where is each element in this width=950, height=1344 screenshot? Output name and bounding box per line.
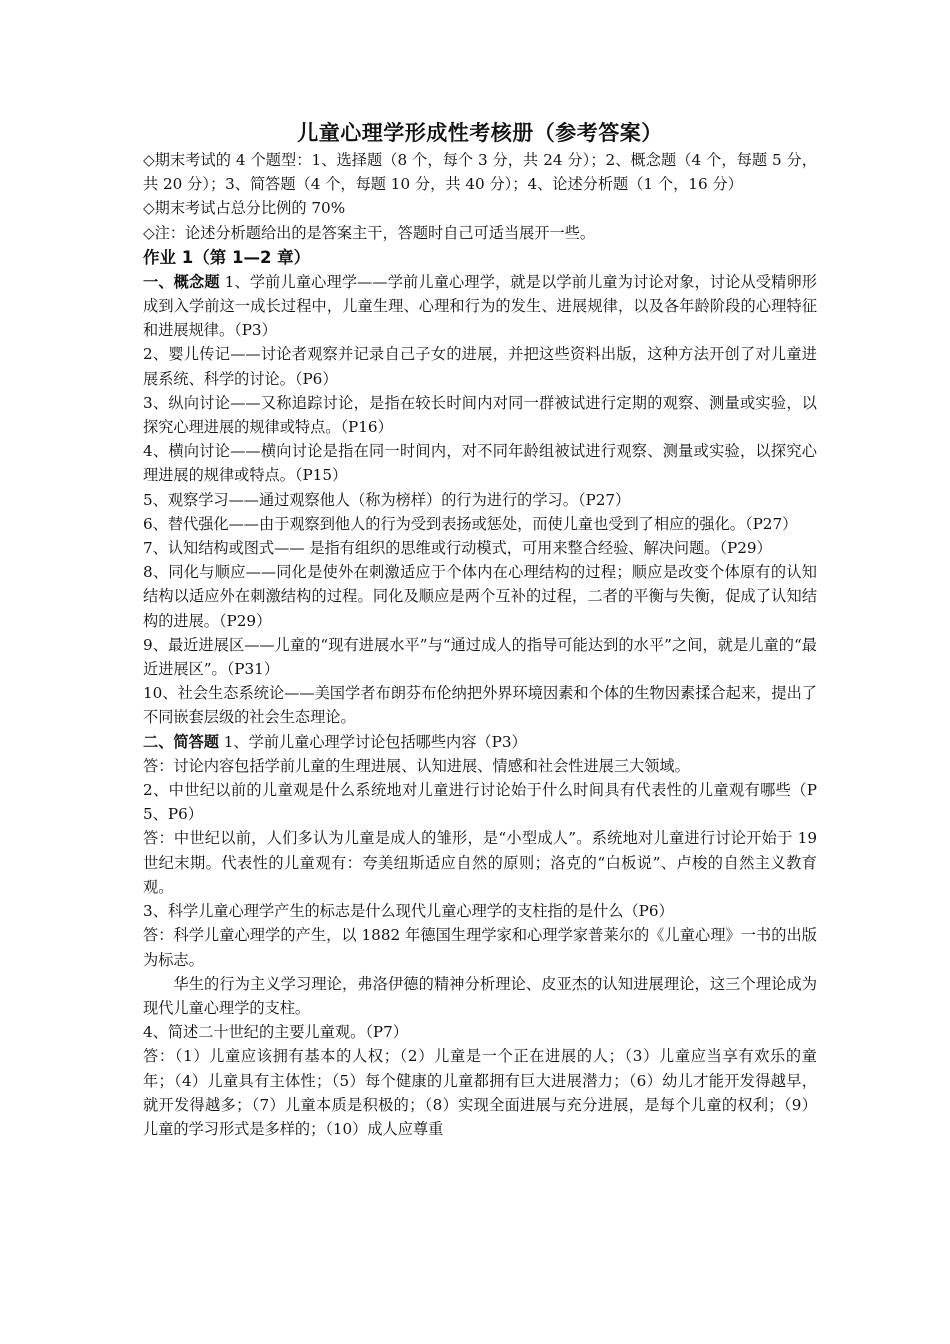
concept-item: 5、观察学习——通过观察他人（称为榜样）的行为进行的学习。（P27） [143,490,631,509]
concept-item [143,270,817,343]
concept-item: 10、社会生态系统论——美国学者布朗芬布伦纳把外界环境因素和个体的生物因素揉合起来，提出了不同嵌套层级的社会生态理论。 [143,684,817,727]
concept-item: 4、横向讨论——横向讨论是指在同一时间内，对不同年龄组被试进行观察、测量或实验，以探究心理进展的规律或特点。（P15） [143,442,817,485]
short-answer: 答：（1）儿童应该拥有基本的人权；（2）儿童是一个正在进展的人；（3）儿童应当享有欢乐的童年；（4）儿童具有主体性；（5）每个健康的儿童都拥有巨大进展潜力；（6）幼儿才能开发得越早，就开发得越多；（7）儿童本质是积极的；（8）实现全面进展与充分进展，是每个儿童的权利；（9）儿童的学习形式是多样的；（10）成人应尊重 [143,1047,817,1138]
concept-item: 8、同化与顺应——同化是使外在刺激适应于个体内在心理结构的过程；顺应是改变个体原有的认知结构以适应外在刺激结构的过程。同化及顺应是两个互补的过程，二者的平衡与失衡，促成了认知结构的进展。（P29） [143,563,817,630]
concept-item: 3、纵向讨论——又称追踪讨论，是指在较长时间内对同一群被试进行定期的观察、测量或实验，以探究心理进展的规律或特点。（P16） [143,393,817,437]
exam-note-weight: ◇期末考试占总分比例的 70% [143,199,346,218]
section-heading: 作业 1（第 1—2 章） [143,247,311,267]
short-answer: 答：科学儿童心理学的产生，以 1882 年德国生理学家和心理学家普莱尔的《儿童心理》一书的出版为标志。 [143,926,817,969]
exam-note-format: ◇期末考试的 4 个题型：1、选择题（8 个，每个 3 分，共 24 分）；2、概念题（4 个，每题 5 分，共 20 分）；3、简答题（4 个，每题 10 分，共 40 分）；4、论述分析题（1 个，16 分） [143,151,817,194]
concept-item: 2、婴儿传记——讨论者观察并记录自己子女的进展，并把这些资料出版，这种方法开创了对儿童进展系统、科学的讨论。（P6） [143,345,817,388]
exam-note-remark: ◇注：论述分析题给出的是答案主干，答题时自己可适当展开一些。 [143,223,596,242]
concept-item: 9、最近进展区——儿童的“现有进展水平”与“通过成人的指导可能达到的水平”之间，就是儿童的“最近进展区”。（P31） [143,635,817,679]
concept-text: 1、学前儿童心理学——学前儿童心理学，就是以学前儿童为讨论对象，讨论从受精卵形成到入学前这一成长过程中，儿童生理、心理和行为的发生、进展规律，以及各年龄阶段的心理特征和进展规律。（P3） [143,272,817,340]
short-question: 3、科学儿童心理学产生的标志是什么现代儿童心理学的支柱指的是什么（P6） [143,902,674,921]
short-question: 4、简述二十世纪的主要儿童观。（P7） [143,1023,408,1042]
short-answer-label: 二、简答题 [143,732,219,751]
short-answer: 答：中世纪以前，人们多认为儿童是成人的雏形，是“小型成人”。系统地对儿童进行讨论开始于 19 世纪末期。代表性的儿童观有：夸美纽斯适应自然的原则；洛克的“白板说”、卢梭的自然主义教育观。 [143,829,817,896]
document-title: 儿童心理学形成性考核册（参考答案） [297,121,663,145]
concept-item: 6、替代强化——由于观察到他人的行为受到表扬或惩处，而使儿童也受到了相应的强化。（P27） [143,514,798,533]
short-question [143,730,817,754]
short-question-text: 1、学前儿童心理学讨论包括哪些内容（P3） [223,732,527,751]
concept-item: 7、认知结构或图式—— 是指有组织的思维或行动模式，可用来整合经验、解决问题。（P29） [143,539,772,558]
short-answer: 答：讨论内容包括学前儿童的生理进展、认知进展、情感和社会性进展三大领域。 [143,756,690,775]
short-question: 2、中世纪以前的儿童观是什么系统地对儿童进行讨论始于什么时间具有代表性的儿童观有哪些（P5、P6） [143,781,817,824]
short-answer: 华生的行为主义学习理论，弗洛伊德的精神分析理论、皮亚杰的认知进展理论，这三个理论成为现代儿童心理学的支柱。 [143,974,817,1017]
concepts-label: 一、概念题 [143,272,220,291]
